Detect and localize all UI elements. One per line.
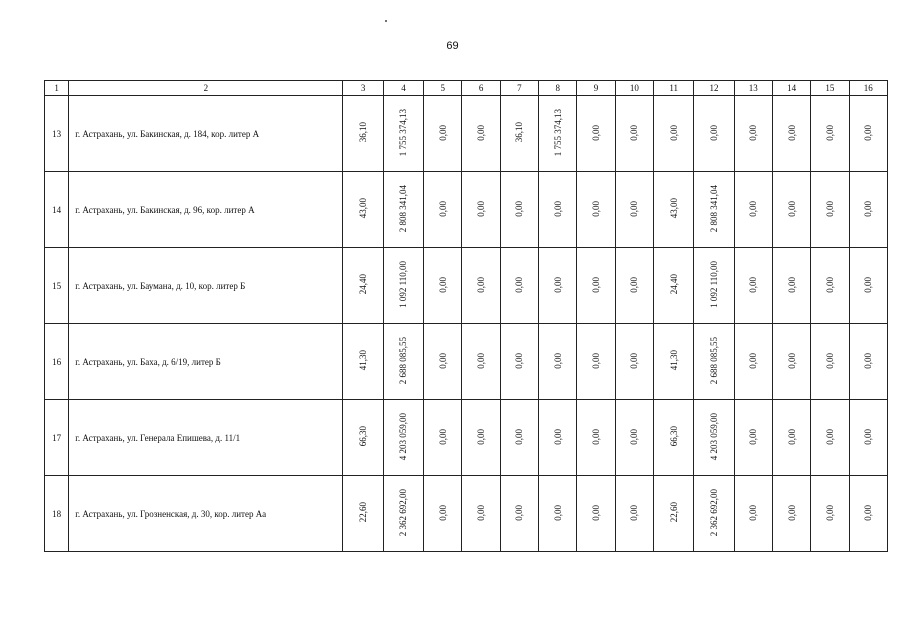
column-header: 15 [811,81,849,96]
value-text: 0,00 [437,504,448,521]
value-cell [849,172,887,248]
value-text: 0,00 [863,352,874,369]
value-text: 0,00 [629,352,640,369]
value-cell [500,248,538,324]
column-header: 8 [539,81,577,96]
value-cell [772,248,810,324]
value-cell [577,96,615,172]
value-cell [811,96,849,172]
value-text: 22,60 [668,502,679,523]
address-cell: г. Астрахань, ул. Грозненская, д. 30, кор. литер Аа [69,476,343,552]
row-number: 18 [45,476,69,552]
value-cell [694,248,734,324]
value-text: 0,00 [824,352,835,369]
value-text: 0,00 [824,276,835,293]
value-text: 0,00 [476,428,487,445]
value-cell [615,96,653,172]
value-text: 0,00 [514,428,525,445]
column-header: 5 [424,81,462,96]
value-cell [577,400,615,476]
value-cell [694,476,734,552]
value-cell [615,248,653,324]
value-text: 66,30 [358,426,369,447]
value-cell [849,248,887,324]
value-text: 0,00 [514,276,525,293]
value-cell [539,172,577,248]
value-cell [734,248,772,324]
value-cell [424,400,462,476]
register-table [44,80,888,552]
table-row [45,476,888,552]
value-text: 0,00 [552,200,563,217]
value-text: 4 203 059,00 [708,412,719,461]
column-header: 3 [343,81,383,96]
value-text: 0,00 [476,200,487,217]
value-text: 0,00 [748,200,759,217]
value-text: 0,00 [437,124,448,141]
value-text: 0,00 [786,200,797,217]
table-row [45,248,888,324]
value-text: 2 688 085,55 [398,336,409,385]
value-cell [539,96,577,172]
value-cell [462,324,500,400]
value-text: 0,00 [591,276,602,293]
value-text: 0,00 [514,352,525,369]
value-cell [500,476,538,552]
value-cell [462,248,500,324]
value-text: 0,00 [786,352,797,369]
scan-speck [385,20,387,22]
address-cell: г. Астрахань, ул. Бакинская, д. 96, кор. литер А [69,172,343,248]
column-header: 4 [383,81,423,96]
value-cell [383,248,423,324]
value-text: 41,30 [668,350,679,371]
value-text: 0,00 [552,504,563,521]
value-cell [653,400,693,476]
value-text: 0,00 [748,276,759,293]
value-cell [343,476,383,552]
value-text: 0,00 [591,124,602,141]
value-text: 0,00 [748,352,759,369]
value-text: 0,00 [591,352,602,369]
value-cell [577,324,615,400]
value-cell [734,96,772,172]
column-header: 11 [653,81,693,96]
value-text: 43,00 [358,198,369,219]
value-cell [462,96,500,172]
value-cell [539,400,577,476]
value-text: 0,00 [708,124,719,141]
value-text: 66,30 [668,426,679,447]
value-text: 0,00 [863,124,874,141]
value-cell [539,476,577,552]
value-cell [772,476,810,552]
value-text: 0,00 [476,352,487,369]
value-text: 0,00 [514,504,525,521]
value-cell [772,172,810,248]
value-text: 1 092 110,00 [708,261,719,308]
value-cell [653,324,693,400]
value-text: 0,00 [748,504,759,521]
value-cell [424,324,462,400]
value-cell [500,96,538,172]
value-cell [383,324,423,400]
value-text: 43,00 [668,198,679,219]
value-text: 2 688 085,55 [708,336,719,385]
value-text: 1 755 374,13 [552,108,563,157]
value-cell [343,172,383,248]
value-text: 0,00 [748,124,759,141]
column-header: 12 [694,81,734,96]
value-cell [694,96,734,172]
value-cell [849,400,887,476]
value-cell [811,400,849,476]
column-header: 2 [69,81,343,96]
value-text: 0,00 [437,352,448,369]
value-cell [811,172,849,248]
value-cell [772,400,810,476]
value-text: 0,00 [824,504,835,521]
value-text: 0,00 [514,200,525,217]
value-text: 1 092 110,00 [398,261,409,308]
value-cell [811,476,849,552]
value-cell [653,476,693,552]
row-number: 14 [45,172,69,248]
value-cell [500,172,538,248]
row-number: 15 [45,248,69,324]
value-text: 0,00 [629,276,640,293]
value-text: 0,00 [748,428,759,445]
value-cell [734,476,772,552]
value-text: 0,00 [824,428,835,445]
value-text: 0,00 [591,200,602,217]
row-number: 13 [45,96,69,172]
value-cell [653,172,693,248]
column-header-row [45,81,888,96]
value-text: 0,00 [863,200,874,217]
value-text: 24,40 [358,274,369,295]
value-cell [772,96,810,172]
address-cell: г. Астрахань, ул. Генерала Епишева, д. 11/1 [69,400,343,476]
value-text: 0,00 [629,428,640,445]
value-text: 0,00 [824,124,835,141]
value-cell [462,400,500,476]
value-text: 2 808 341,04 [708,184,719,233]
value-text: 0,00 [591,428,602,445]
page-number: 69 [446,40,459,52]
column-header: 9 [577,81,615,96]
value-cell [500,324,538,400]
value-text: 2 362 692,00 [708,488,719,537]
column-header: 16 [849,81,887,96]
table-row [45,324,888,400]
value-text: 0,00 [786,428,797,445]
value-cell [734,172,772,248]
value-cell [424,248,462,324]
value-cell [383,476,423,552]
value-text: 0,00 [824,200,835,217]
column-header: 14 [772,81,810,96]
value-text: 0,00 [629,504,640,521]
value-cell [424,96,462,172]
value-cell [462,476,500,552]
value-text: 0,00 [629,200,640,217]
table-row [45,96,888,172]
value-cell [811,248,849,324]
value-text: 0,00 [786,124,797,141]
column-header: 7 [500,81,538,96]
value-cell [577,476,615,552]
value-cell [500,400,538,476]
value-cell [343,324,383,400]
column-header: 10 [615,81,653,96]
value-cell [424,476,462,552]
value-cell [424,172,462,248]
value-text: 36,10 [358,122,369,143]
row-number: 17 [45,400,69,476]
column-header: 1 [45,81,69,96]
value-cell [615,476,653,552]
value-text: 0,00 [668,124,679,141]
value-text: 0,00 [552,352,563,369]
value-cell [462,172,500,248]
row-number: 16 [45,324,69,400]
value-text: 2 808 341,04 [398,184,409,233]
value-cell [734,400,772,476]
value-text: 0,00 [863,504,874,521]
value-text: 0,00 [863,276,874,293]
value-cell [539,324,577,400]
value-cell [653,248,693,324]
table-row [45,172,888,248]
address-cell: г. Астрахань, ул. Бакинская, д. 184, кор. литер А [69,96,343,172]
value-text: 0,00 [437,428,448,445]
value-cell [383,400,423,476]
value-text: 0,00 [552,428,563,445]
value-text: 0,00 [476,124,487,141]
value-cell [694,172,734,248]
value-cell [539,248,577,324]
address-cell: г. Астрахань, ул. Баха, д. 6/19, литер Б [69,324,343,400]
value-cell [772,324,810,400]
value-text: 36,10 [514,122,525,143]
value-cell [615,400,653,476]
value-text: 1 755 374,13 [398,108,409,157]
value-cell [383,172,423,248]
value-text: 24,40 [668,274,679,295]
value-cell [577,248,615,324]
value-text: 0,00 [786,276,797,293]
value-text: 0,00 [552,276,563,293]
value-cell [734,324,772,400]
value-cell [343,248,383,324]
value-text: 0,00 [863,428,874,445]
value-cell [343,400,383,476]
value-text: 0,00 [786,504,797,521]
value-text: 4 203 059,00 [398,412,409,461]
table-row [45,400,888,476]
value-cell [694,400,734,476]
value-text: 0,00 [591,504,602,521]
value-text: 0,00 [476,504,487,521]
value-cell [849,96,887,172]
column-header: 13 [734,81,772,96]
value-cell [615,172,653,248]
value-text: 0,00 [437,276,448,293]
value-text: 0,00 [437,200,448,217]
value-cell [653,96,693,172]
value-cell [343,96,383,172]
column-header: 6 [462,81,500,96]
value-text: 41,30 [358,350,369,371]
address-cell: г. Астрахань, ул. Баумана, д. 10, кор. литер Б [69,248,343,324]
value-text: 22,60 [358,502,369,523]
value-text: 0,00 [629,124,640,141]
value-cell [849,324,887,400]
value-cell [383,96,423,172]
value-cell [849,476,887,552]
value-text: 2 362 692,00 [398,488,409,537]
value-text: 0,00 [476,276,487,293]
value-cell [694,324,734,400]
value-cell [615,324,653,400]
value-cell [811,324,849,400]
value-cell [577,172,615,248]
